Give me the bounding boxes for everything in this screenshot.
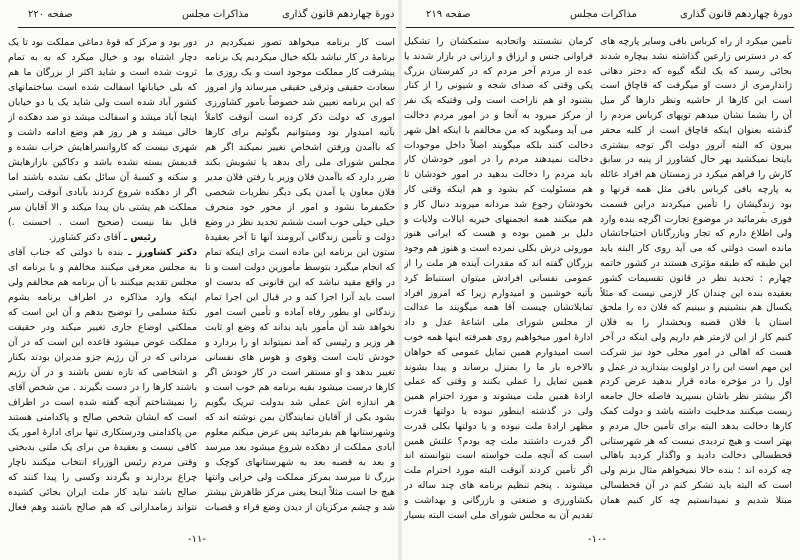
speaker-name: رئیس ـ <box>123 232 157 243</box>
text-line: ولی در گذشته اینطور نبوده یا دولتها قدرت <box>404 405 593 417</box>
text-line: نتواند زمامدارانی که هم صالح باشند وهم فعال <box>8 502 197 513</box>
text-line: بآتیه امیدوار بود ومیتوانیم بگوئیم برای کارها <box>205 127 395 138</box>
text-line: مملکتی اوضاع جاری تغییر میکند ودر حقیقت <box>8 322 197 333</box>
text-line: وقتی مردم رئیس الوزراء انتخاب میکنند ناچار <box>8 457 197 468</box>
right-page <box>402 0 800 560</box>
text-line: کنیم کار از این لازمتر هم داریم ولی اینکه در آخر <box>600 331 792 343</box>
text-column-left <box>404 35 593 523</box>
text-line: شد و چشم مرکزیان از دیدن وضع قراء و قصبات <box>205 502 395 513</box>
text-line: مملکت هم پشتی بان پیدا میکند و الا آقایان سر <box>8 202 197 213</box>
text-line: کارها درست میشود بقیه برنامه هم خوب است و <box>205 382 395 393</box>
text-line: ادارهٔ امور میخواهیم روی همرفته اینها همه خوب <box>404 331 593 343</box>
text-line: این طبقه که طبقه مؤثری هستند در کشور خاتمه <box>600 257 792 269</box>
text-line: هر اندازه اش عملی شد بدولت تبریک بگویم <box>205 397 395 408</box>
text-line: دلیل بر همین بوده و هست که ایرانی هنوز <box>404 228 593 240</box>
text-line: حکمفرما نشود و امور از محور خود منحرف <box>205 202 395 213</box>
text-line: ثروت شده است و شاید اکثر از بزرگان ما هم <box>8 67 197 78</box>
text-line: هست که اهالی در امور محلی خود نیز شرکت <box>600 346 792 358</box>
text-line: نکتهٔ مسلمی را توضیح بدهم و آن این است که <box>8 307 197 318</box>
text-line: اینجا آباد میشد و اسفالت میشد دو صد دهکده از <box>8 112 197 123</box>
text-line: در واقع مقید نباشد که این قانونی که بدست او <box>205 277 395 288</box>
text-line: نخواهد شد آن مأمور باید بداند که وضع او ثابت <box>205 322 395 333</box>
text-line: و سکنه و کسبهٔ آن سائل بکف نشده باشند اما <box>8 172 197 183</box>
text-line: هم میکنند همه انجمنهای خیریه ایالات ولایات و <box>404 213 593 225</box>
text-line: است باید آنرا اجرا کند و در قبال این اجرا تمام <box>205 292 395 303</box>
text-line: کرمان نشستند واتحادیه ستمکشان را تشکیل <box>404 36 593 47</box>
text-line: آن را بشما نشان میدهم توپهای کرباس مردم را <box>600 109 792 121</box>
text-line: قابل بقا نیست (صحیح است . احسنت .) <box>8 217 197 228</box>
text-line: که باآمدن ورفتن اشخاص تغییر نمیکند اگر هم <box>205 142 395 153</box>
header-rule <box>406 27 794 28</box>
speaker-name: دکتر کشاورز ـ <box>128 247 197 258</box>
text-line <box>8 245 197 260</box>
speech-text: بنده با دولتی که جناب آقای <box>8 247 124 258</box>
text-line: مانده است دولتی که می آید روی کار البته باید <box>600 243 792 255</box>
text-line: هیچ جا است مثلاً اینجا یعنی مرکز ظاهرش بیشتر <box>205 487 395 498</box>
text-line: فراوانی جنس و ارزاق و ارزانی در بازار شدند یا <box>404 50 593 62</box>
text-line: کارش را فراهم میکرد در زمستان هم افراد عائله <box>600 169 792 181</box>
text-line: بالاخره بار ما را بمنزل برساند و پیدا بشوند <box>404 361 593 373</box>
text-line: ولی اطلاع دارم که تجار وبازرگانان احتیاجاتشان <box>600 228 792 240</box>
text-line: اول را در مؤخره ماده قرار بدهید عرض کردم <box>600 376 792 388</box>
speech-text: آقای دکتر کشاورز. <box>48 232 121 243</box>
text-line: خیلی خیلی خوب است ششم تجدید نظر در وضع <box>205 217 395 228</box>
text-line: به مجلس معرفی میکنند مخالفم و با برنامه ای <box>8 262 197 273</box>
header-session-title: دورهٔ چهاردهم قانون گذاری <box>680 9 793 20</box>
text-line: ضرر دارد که باآمدن فلان وزیر یا رفتن فلان مدیر <box>205 172 395 183</box>
text-line: اگر از دهکده شروع کردند بآبادی آنوقت راستی <box>8 187 197 198</box>
text-line: مردانی که در آن رژیم جزو مدیران بودند بکنار <box>8 352 197 363</box>
text-line: مجلس تقدیم میکنند با آن برنامه هم مخالفم ولی <box>8 277 197 288</box>
text-line: اینکه وارد مذاکره در اطراف برنامه بشوم <box>8 292 197 303</box>
text-line: یکی وقتی که صدای شجه و شیونی را از کنار <box>404 80 593 92</box>
text-line: که انجام میگیرد بتوسط مأمورین دولت است و تا <box>205 262 395 273</box>
text-line: می آید ومیگوید که من مخالفم با اینکه اهل شهر <box>404 124 593 136</box>
header-rule <box>18 27 396 28</box>
text-line: به پارچه بافی کرباس بافی مثل همه قرنها و <box>600 183 792 195</box>
text-line: که این برنامه تعیین شد خصوصاً بامور کشاورزی <box>205 97 395 108</box>
text-line: فوری بفرمائید در موضوع تجارت اگرچه بنده وارد <box>600 213 792 225</box>
text-line: تمایلاتشان چیست آقا همه میگویند ما عدالت <box>404 302 593 314</box>
page-number: صفحه ۲۱۹ <box>426 9 471 20</box>
text-line: کارها دخالت بدهد البته برای تأمین حال مردم و <box>600 420 792 432</box>
text-line: بهتر است و هیچ تردیدی نیست که هر شهرستانی <box>600 435 792 447</box>
left-page <box>0 0 398 560</box>
text-line: است که البته باید تشکر کنم در آن قحطسالی <box>600 479 792 491</box>
text-line: این مهم است این را در اولویت بیندازید در عمل و <box>600 361 792 373</box>
text-line: ستون این برنامه این ماده است برای اینکه تمام <box>205 247 395 258</box>
text-line: خودش ثابت است وهوی و هوس های نفسانی <box>205 352 395 363</box>
text-line: را نمیشناختم آنچه گفته شده است در اطراف <box>8 397 197 408</box>
text-line: زیست میکنند مدخلیت داشته باشد و دولت کمک <box>600 405 792 417</box>
text-line: وشهرستانها هم بفرمائید پس عرض میکنم معلوم <box>205 427 395 438</box>
text-line: است که ایشان شخص صالح و پاکدامنی هستند <box>8 412 197 423</box>
text-line: میشوند . پنجم تنظیم برنامه های چند ساله در <box>404 479 593 491</box>
text-line: باید مردم را دخالت بدهید در امور خودشان تا <box>404 169 593 181</box>
text-line: تأمین میکرد از راه کرباس بافی وسایر پارچه های <box>600 36 792 47</box>
text-line: موروثی درش بکلی نمرده است و هنوز هم وجود <box>404 243 593 255</box>
header-center-title: مذاکرات مجلس <box>570 9 637 20</box>
text-line: هم مسئولیت کم بشود و هم اینکه وقتی کار <box>404 183 593 195</box>
text-line: عده از مردم آخر مردم که در کفرستان بزرگ <box>404 65 593 77</box>
footer-page-number: -۱۰- <box>588 534 606 545</box>
text-line: بزرگ تا میرسد بمرکز مملکت ولی خرابی وانتها <box>205 472 395 483</box>
text-line: اموری که دولت ذکر کرده است آنوقت کاملاً <box>205 112 395 123</box>
text-line: از مرکز میرود به آنجا و در امور مردم دخالت <box>404 109 593 121</box>
text-line: است که آنچه ملت خواسته است نتوانسته اند <box>404 450 593 462</box>
text-line: عمومی نفسانی افرادش میتوان استنباط کرد <box>404 272 593 284</box>
text-line: مجلس شورای ملی رأی بدهد یا تشویش بکند <box>205 157 395 168</box>
text-line: باینجا نمیکشید بهر حال کشاورز از پنبه در سابق <box>600 154 792 166</box>
text-line: گذشته بعنوان اینکه قاچاق است از کلبه محقر <box>600 124 792 136</box>
header-center-title: مذاکرات مجلس <box>182 9 249 20</box>
text-line: فلان معاون یا آمدن یکی دیگر نظریات شخصی <box>205 187 395 198</box>
text-line: دخالت نمیدهند مردم را در امور خودشان کار <box>404 154 593 166</box>
text-line: و اشخاصی که تازه نفس باشند و در آن رژیم <box>8 367 197 378</box>
text-line: بعقیده بنده این چندان کار لازمی نیست که مثلاً <box>600 287 792 299</box>
text-line: کافی نیست و بعقیدهٔ من برای یک ملتی بدبختی <box>8 442 197 453</box>
text-line: از مجلس شورای ملی اشاعهٔ عدل و داد <box>404 317 593 329</box>
text-line: من پاکدامنی ودرستکاری تنها برای ادارهٔ امور یک <box>8 427 197 438</box>
text-line <box>8 230 197 245</box>
text-line: بیرون که البته آنروز دولت اگر توجه بیشتری <box>600 139 792 151</box>
text-line: پیشرفت کار مملکت موجود است و یک روزی ما <box>205 67 395 78</box>
text-line: قدیمش بسته نشده باشد و دکاکین بازارهایش <box>8 157 197 168</box>
text-line: که بلی خیابانها اسفالت شده است ساختمانهای <box>8 82 197 93</box>
text-line: مبتلا شدیم و نمیدانستیم چه کار کنیم همان <box>600 494 792 506</box>
text-line: تقدیم آن به مجلس شورای ملی است البته بسیار <box>404 509 593 521</box>
text-line: سعادت حقیقی وترقی حقیقی میرساند واز امروز <box>205 82 395 93</box>
text-line: مملکت عوض میشود قاعده این است که در آن <box>8 337 197 348</box>
text-line: صالح باشد نباید کار ملت ایران بجائی کشیده <box>8 487 197 498</box>
text-line: دچار اشتباه بود و خیال میکرد که به به تمام <box>8 52 197 63</box>
text-line: استان یا فلان قصبه وبخشدار را به فلان <box>600 317 792 329</box>
text-line: دخالت کنند بلکه میگویند اصلاً داخل موجودات <box>404 139 593 151</box>
text-column-left <box>8 35 197 515</box>
text-line: بزرگان گفته اند که مقدرات آینده هر ملت را از <box>404 257 593 269</box>
text-line: بآتیه خوشبین و امیدوارم زیرا که امروز افراد <box>404 287 593 299</box>
text-line: اگر بیشتر نظر باشان بسپرید فاصله حال جامعه <box>600 391 792 403</box>
header-session-title: دورهٔ چهاردهم قانون گذاری <box>282 9 395 20</box>
text-column-right <box>205 35 395 515</box>
text-line: هر وزیر و رئیسی که آمد نمیتواند او را بردارد و <box>205 337 395 348</box>
text-line: و بعد به قصبه بعد به شهرستانهای کوچک و <box>205 457 395 468</box>
page-number: صفحه ۲۲۰ <box>28 9 73 20</box>
text-line: بکشاورزی و صنعتی و بازرگانی و بهداشت و <box>404 494 593 506</box>
text-line: آبادی مملکت از دهکده شروع میشود بعد میرسد <box>205 442 395 453</box>
text-line: که در دسترس زارعین گذاشته نشد بیچاره شدند <box>600 50 792 62</box>
text-line: مظهر ارادهٔ ملت نبوده و یا دولتها بکلی قدرت <box>404 420 593 432</box>
text-line: چراغ بردارند و بگردند وکسی را پیدا کنند که <box>8 472 197 483</box>
text-line: بود زندگیشان را تأمین میکردند دراین قسمت <box>600 198 792 210</box>
text-line: دور بود و مرکز که قوهٔ دماغی مملکت بود تا یک <box>8 37 197 48</box>
text-line: قحطسالی دخالت دادید و واگذار کردید باهالی <box>600 450 792 462</box>
text-line: بشود یکی از آقایان نمایندگان بمن نوشته اند که <box>205 412 395 423</box>
text-line: زندگانی او بطور رفاه آماده و تأمین است امور <box>205 307 395 318</box>
footer-page-number: -۱۱- <box>188 534 206 545</box>
text-line: چه کرده اند ؛ بنده حالا نمیخواهم مثال بزنم ولی <box>600 465 792 477</box>
text-line: است امیدوارم همین تمایل عمومی که خواهان <box>404 346 593 358</box>
text-line: شهری نیست که کاروانسراهایش خراب نشده و <box>8 142 197 153</box>
text-line: چهارم : تجدید نظر در قانون تقسیمات کشور <box>600 272 792 284</box>
text-line: اگر تأمین کردند آنوقت البته مورد احترام ملت <box>404 465 593 477</box>
text-line: است این کارها از حاشیه ونظر دارها گر میل <box>600 95 792 107</box>
text-line: بشنود او هم ناراحت است ولی وقتیکه یک نفر <box>404 95 593 107</box>
text-line: اگر قدرت داشتند ملت چه بودم؟ علتش همین <box>404 435 593 447</box>
text-line: یکسال هم بنشینیم و ببینیم که فلان ده را ملحق <box>600 302 792 314</box>
text-line: تغییر بدهد و او مستقر است در کار خودش اگر <box>205 367 395 378</box>
text-column-right <box>600 35 792 509</box>
text-line: است کار برنامه میخواهد تصور نمیکردیم در <box>205 37 395 48</box>
text-line: دولت و تأمین زندگانی آبرومند آنها تا آخر بعقیدهٔ <box>205 232 395 243</box>
text-line: ژاندارمری از دست او میگرفت که قاچاق است <box>600 80 792 92</box>
text-line: باشند کارها را در دست بگیرند . من شخص آقای <box>8 382 197 393</box>
text-line: بجائی رسید که یک لنگه گیوه که دختر دهاتی <box>600 65 792 77</box>
text-line: برنامهٔ در کار نباشد بلکه خیال میکردیم یک برنامه <box>205 52 395 63</box>
text-line: بخودشان رجوع شد مردانه میروند دنبال کار و <box>404 198 593 210</box>
text-line: ارادهٔ همین ملت میشوند و مورد احترام همین <box>404 391 593 403</box>
text-line: خالی میشد و هر روز هم وضع ادامه داشت و <box>8 127 197 138</box>
text-line: کشور آباد شده است ولی شاید یک یا دو خیابان <box>8 97 197 108</box>
text-line: همین تمایل را عملی بکنند و وقتی که عملی <box>404 376 593 388</box>
